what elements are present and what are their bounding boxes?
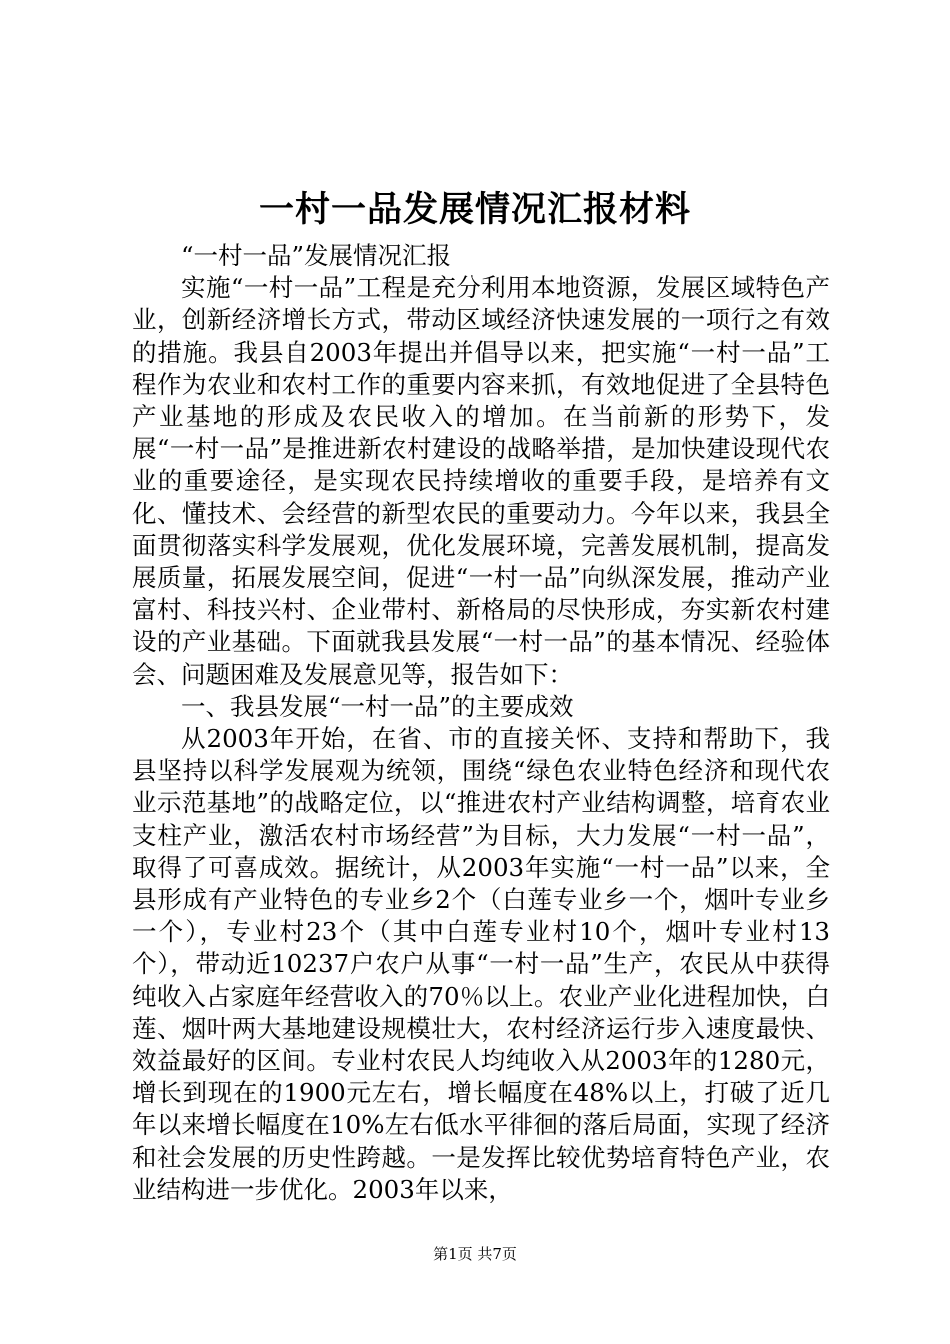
document-body — [132, 240, 830, 1206]
intro-paragraph: 实施“一村一品”工程是充分利用本地资源，发展区域特色产业，创新经济增长方式，带动区域经济快速发展的一项行之有效的措施。我县自2003年提出并倡导以来，把实施“一村一品”工程作为农业和农村工作的重要内容来抓，有效地促进了全县特色产业基地的形成及农民收入的增加。在当前新的形势下，发展“一村一品”是推进新农村建设的战略举措，是加快建设现代农业的重要途径，是实现农民持续增收的重要手段，是培养有文化、懂技术、会经营的新型农民的重要动力。今年以来，我县全面贯彻落实科学发展观，优化发展环境，完善发展机制，提高发展质量，拓展发展空间，促进“一村一品”向纵深发展，推动产业富村、科技兴村、企业带村、新格局的尽快形成，夯实新农村建设的产业基础。下面就我县发展“一村一品”的基本情况、经验体会、问题困难及发展意见等，报告如下： — [132, 273, 830, 689]
subtitle-paragraph: “一村一品”发展情况汇报 — [181, 241, 452, 270]
document-title: 一村一品发展情况汇报材料 — [258, 189, 691, 230]
body-paragraph: 从2003年开始，在省、市的直接关怀、支持和帮助下，我县坚持以科学发展观为统领，围绕“绿色农业特色经济和现代农业示范基地”的战略定位，以“推进农村产业结构调整，培育农业支柱产业，激活农村市场经营”为目标，大力发展“一村一品”，取得了可喜成效。据统计，从2003年实施“一村一品”以来，全县形成有产业特色的专业乡2个（白莲专业乡一个，烟叶专业乡一个），专业村23个（其中白莲专业村10个，烟叶专业村13个），带动近10237户农户从事“一村一品”生产，农民从中获得纯收入占家庭年经营收入的70％以上。农业产业化进程加快，白莲、烟叶两大基地建设规模壮大，农村经济运行步入速度最快、效益最好的区间。专业村农民人均纯收入从2003年的1280元，增长到现在的1900元左右，增长幅度在48%以上，打破了近几年以来增长幅度在10%左右低水平徘徊的落后局面，实现了经济和社会发展的历史性跨越。一是发挥比较优势培育特色产业，农业结构进一步优化。2003年以来， — [132, 724, 830, 1204]
page-footer: 第1页 共7页 — [433, 1245, 517, 1263]
section-heading: 一、我县发展“一村一品”的主要成效 — [181, 691, 574, 721]
